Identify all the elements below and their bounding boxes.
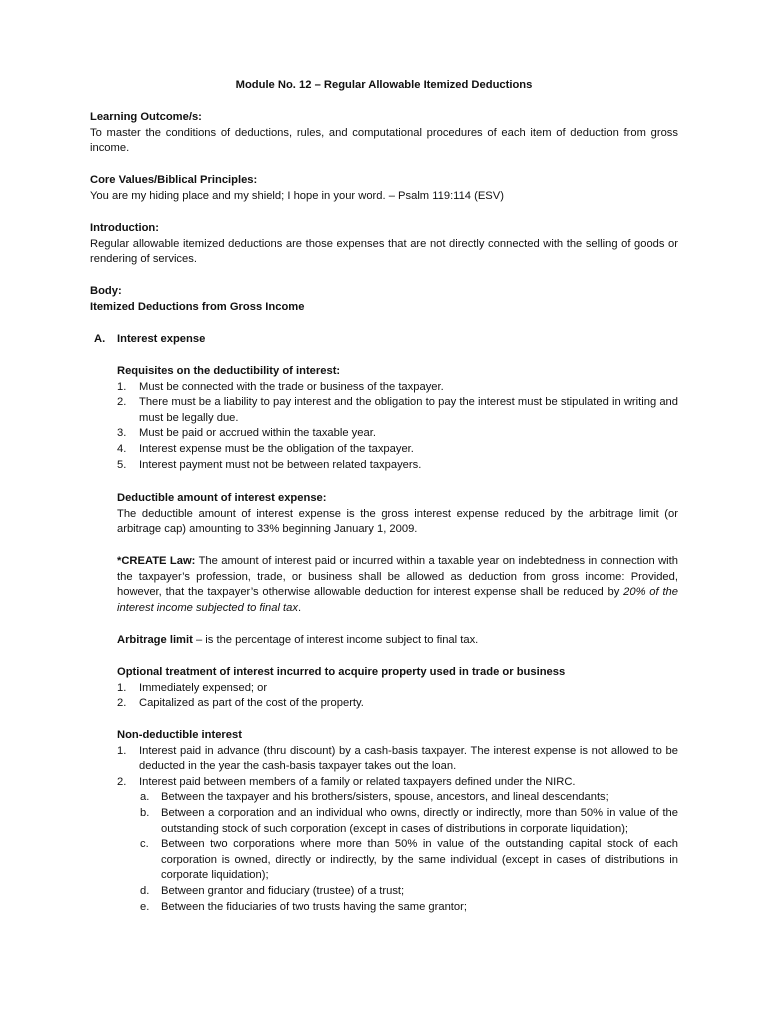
introduction-text: Regular allowable itemized deductions are those expenses that are not directly connected with the selling of goods or rendering of services. xyxy=(90,237,678,266)
non-deductible-heading: Non-deductible interest xyxy=(117,729,242,741)
deductible-amount-text: The deductible amount of interest expense is the gross interest expense reduced by the arbitrage limit (or arbitrage cap) amounting to 33% beginning January 1, 2009. xyxy=(117,507,678,536)
non-deductible-list xyxy=(117,744,678,916)
sublist-item: e. Between the fiduciaries of two trusts having the same grantor; xyxy=(140,900,467,913)
requisites-heading: Requisites on the deductibility of interest: xyxy=(117,365,341,377)
related-taxpayers-sublist xyxy=(117,790,678,915)
core-values-heading: Core Values/Biblical Principles: xyxy=(90,174,258,186)
arbitrage-limit-label: Arbitrage limit xyxy=(117,634,193,646)
deductible-amount-block xyxy=(117,491,678,538)
core-values-text: You are my hiding place and my shield; I hope in your word. – Psalm 119:114 (ESV) xyxy=(90,189,504,202)
optional-treatment-block xyxy=(117,665,678,712)
introduction-block xyxy=(90,221,678,268)
body-subheading: Itemized Deductions from Gross Income xyxy=(90,300,305,313)
create-law-paragraph: *CREATE Law: The amount of interest paid or incurred within a taxable year on indebtedness in connection with the taxpayer’s profession, trade, or business shall be allowed as deduction from gross income: Provided, however, that the taxpayer’s otherwise allowable deduction for interest expense shall be reduced by 20% of the interest income subjected to final tax. xyxy=(117,555,678,614)
optional-treatment-heading: Optional treatment of interest incurred to acquire property used in trade or business xyxy=(117,666,566,678)
list-item: 1. Must be connected with the trade or business of the taxpayer. xyxy=(117,380,444,393)
introduction-heading: Introduction: xyxy=(90,222,159,234)
body-block xyxy=(90,284,678,315)
non-deductible-block xyxy=(117,728,678,915)
create-law-label: *CREATE Law: xyxy=(117,555,196,567)
sublist-item: b. Between a corporation and an individual who owns, directly or indirectly, more than 50% in value of the outstanding stock of such corporation (except in cases of distributions in corporate liquidation); xyxy=(140,806,678,835)
create-law-text: The amount of interest paid or incurred within a taxable year on indebtedness in connection with the taxpayer’s profession, trade, or business shall be allowed as deduction from gross income: Provided, however, that the taxpayer’s otherwise allowable deduction for interest expense shall be reduced by xyxy=(117,555,678,599)
list-item: 5. Interest payment must not be between related taxpayers. xyxy=(117,458,422,471)
requisites-list xyxy=(117,380,678,474)
core-values-block xyxy=(90,173,678,204)
list-item: 1. Interest paid in advance (thru discount) by a cash-basis taxpayer. The interest expense is not allowed to be deducted in the year the cash-basis taxpayer takes out the loan. xyxy=(117,744,678,773)
arbitrage-limit-block xyxy=(117,633,678,649)
sublist-item: a. Between the taxpayer and his brothers/sisters, spouse, ancestors, and lineal descendants; xyxy=(140,791,609,804)
list-item: 1. Immediately expensed; or xyxy=(117,681,268,694)
list-item: 4. Interest expense must be the obligation of the taxpayer. xyxy=(117,442,414,455)
create-law-block xyxy=(117,554,678,616)
list-item: 3. Must be paid or accrued within the taxable year. xyxy=(117,427,376,440)
section-a-letter: A. xyxy=(94,333,106,345)
requisites-block xyxy=(117,364,678,473)
optional-treatment-list xyxy=(117,681,678,712)
list-item: 2. Interest paid between members of a family or related taxpayers defined under the NIRC. a. Between the taxpayer and his brothers/sisters, spouse, ancestors, and lineal descendants; b. Between a corporation and an individual who owns, directly or indirectly, more than 50% in value of the outstanding stock of such corporation (except in cases of distributions in corporate liquidation); c. Between two corporations where more than 50% in value of the outstanding capital stock of each corporation is owned, directly or indirectly, by the same individual (except in cases of distributions in corporate liquidation); d. Between grantor and fiduciary (trustee) of a trust; e. Between the fiduciaries of two trusts having the same grantor; xyxy=(117,775,678,915)
page-title: Module No. 12 – Regular Allowable Itemized Deductions xyxy=(235,79,533,91)
body-heading: Body: xyxy=(90,285,122,297)
create-law-emphasis: 20% of the interest income subjected to final tax xyxy=(117,586,678,614)
section-a-title: Interest expense xyxy=(117,333,206,345)
learning-outcome-text: To master the conditions of deductions, rules, and computational procedures of each item of deduction from gross income. xyxy=(90,126,678,155)
list-item: 2. There must be a liability to pay interest and the obligation to pay the interest must be stipulated in writing and must be legally due. xyxy=(117,396,678,424)
section-a-heading xyxy=(94,332,205,348)
list-item: 2. Capitalized as part of the cost of the property. xyxy=(117,697,364,710)
sublist-item: c. Between two corporations where more than 50% in value of the outstanding capital stock of each corporation is owned, directly or indirectly, by the same individual (except in cases of distributions in corporate liquidation); xyxy=(140,838,678,882)
learning-outcome-heading: Learning Outcome/s: xyxy=(90,111,202,123)
arbitrage-limit-paragraph xyxy=(117,633,678,649)
arbitrage-limit-text: – is the percentage of interest income subject to final tax. xyxy=(192,634,479,646)
sublist-item: d. Between grantor and fiduciary (trustee) of a trust; xyxy=(140,884,405,897)
learning-outcome-block xyxy=(90,110,678,157)
deductible-amount-heading: Deductible amount of interest expense: xyxy=(117,492,327,504)
